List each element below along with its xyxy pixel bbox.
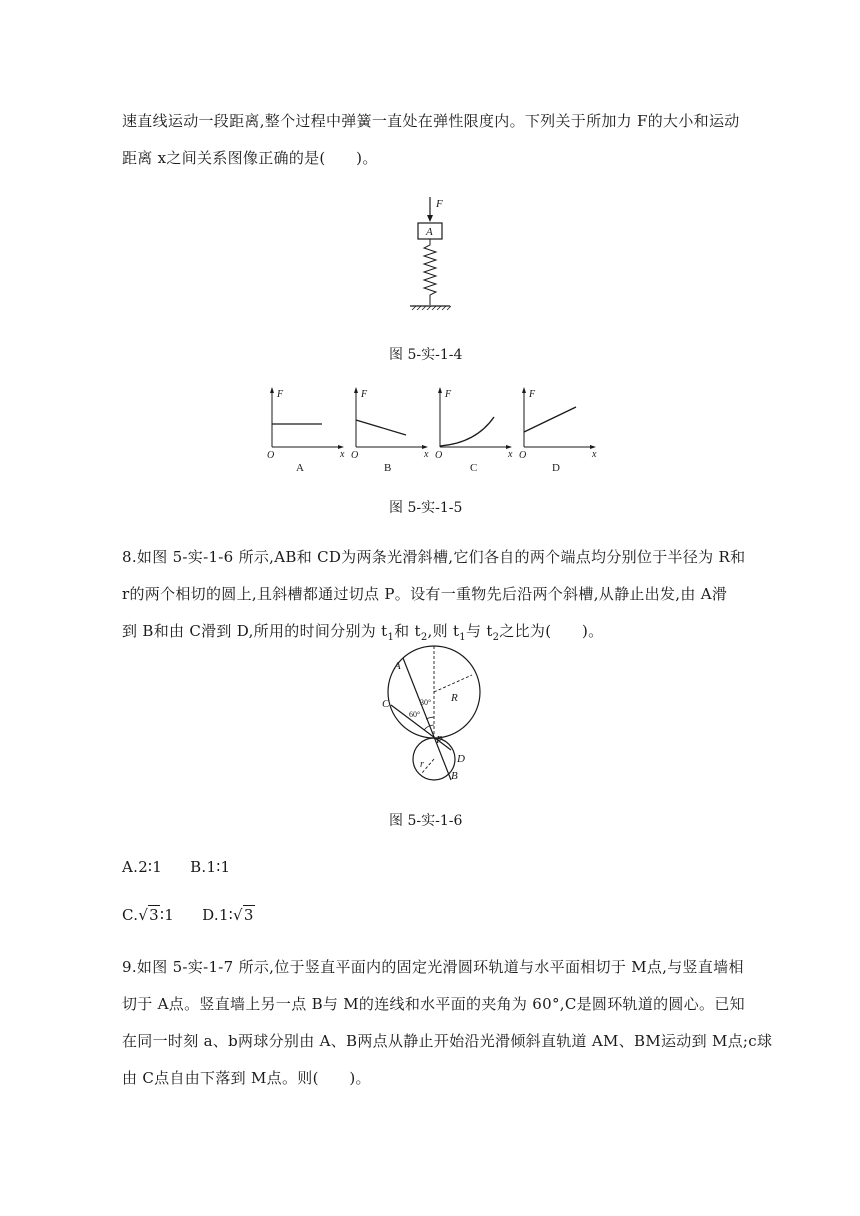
graph-a-y-label: F	[277, 389, 284, 400]
q9-line-1: 9.如图 5-实-1-7 所示,位于竖直平面内的固定光滑圆环轨道与水平面相切于 M点,与竖直墙相	[122, 958, 744, 976]
graph-d-x-label: x	[592, 449, 597, 460]
q9-line-2: 切于 A点。竖直墙上另一点 B与 M的连线和水平面的夹角为 60°,C是圆环轨道的圆心。已知	[122, 995, 745, 1013]
figure-fx-graphs	[262, 385, 602, 475]
q8-line-2: r的两个相切的圆上,且斜槽都通过切点 P。设有一重物先后沿两个斜槽,从静止出发,由 A滑	[122, 585, 728, 603]
figure-spring-block	[398, 193, 458, 318]
q9-line-3: 在同一时刻 a、b两球分别由 A、B两点从静止开始沿光滑倾斜直轨道 AM、BM运动到 M点;c球	[122, 1032, 773, 1050]
q9-line-4: 由 C点自由下落到 M点。则( )。	[122, 1069, 371, 1087]
graph-c-origin: O	[435, 450, 443, 461]
graph-b-curve	[356, 420, 406, 435]
graph-b-origin: O	[351, 450, 359, 461]
graph-c	[435, 387, 513, 474]
graph-d-y-label: F	[529, 389, 536, 400]
block-label: A	[426, 226, 433, 238]
label-r-small: r	[420, 759, 424, 770]
graph-d-curve	[524, 407, 576, 432]
figure-caption-6: 图 5-实-1-6	[389, 813, 463, 829]
label-angle-60: 60°	[409, 710, 421, 719]
graph-c-y-label: F	[445, 389, 452, 400]
figure-caption-4: 图 5-实-1-4	[389, 347, 463, 363]
graph-d	[519, 387, 597, 474]
option-a: A.2∶1	[122, 858, 163, 876]
q7-line-1: 速直线运动一段距离,整个过程中弹簧一直处在弹性限度内。下列关于所加力 F的大小和运动	[122, 112, 740, 130]
label-p: P	[436, 734, 443, 746]
q8-line-1: 8.如图 5-实-1-6 所示,AB和 CD为两条光滑斜槽,它们各自的两个端点均分别位于半径为 R和	[122, 548, 746, 566]
graph-b	[351, 387, 429, 474]
q7-line-2: 距离 x之间关系图像正确的是( )。	[122, 149, 378, 167]
figure-tangent-circles	[378, 655, 498, 785]
option-b: B.1∶1	[190, 858, 231, 876]
label-a: A	[394, 660, 401, 672]
q8-options-row-2	[122, 906, 255, 924]
graph-c-curve	[440, 417, 494, 446]
graph-a-option: A	[296, 462, 304, 474]
graph-b-option: B	[384, 462, 392, 474]
figure-caption-5: 图 5-实-1-5	[389, 500, 463, 516]
graph-c-x-label: x	[508, 449, 513, 460]
q8-line-3: 到 B和由 C滑到 D,所用的时间分别为 $t_1$和 $t_2$,则 $t_1$与 $t_2$之比为( )。	[122, 622, 604, 643]
graph-a	[267, 387, 345, 474]
label-r-large: R	[451, 692, 458, 704]
graph-d-option: D	[552, 462, 560, 474]
graph-b-x-label: x	[424, 449, 429, 460]
graph-a-x-label: x	[340, 449, 345, 460]
option-d: D.1∶√3	[202, 906, 254, 924]
label-angle-30: 30°	[420, 698, 432, 707]
graph-a-origin: O	[267, 450, 275, 461]
label-d: D	[457, 753, 465, 765]
q8-options-row-1	[122, 858, 230, 876]
label-b: B	[451, 770, 458, 782]
graph-c-option: C	[470, 462, 478, 474]
label-c: C	[382, 698, 390, 710]
graph-b-y-label: F	[361, 389, 368, 400]
option-c: C.√3∶1	[122, 906, 175, 924]
graph-d-origin: O	[519, 450, 527, 461]
force-label: F	[436, 198, 443, 210]
